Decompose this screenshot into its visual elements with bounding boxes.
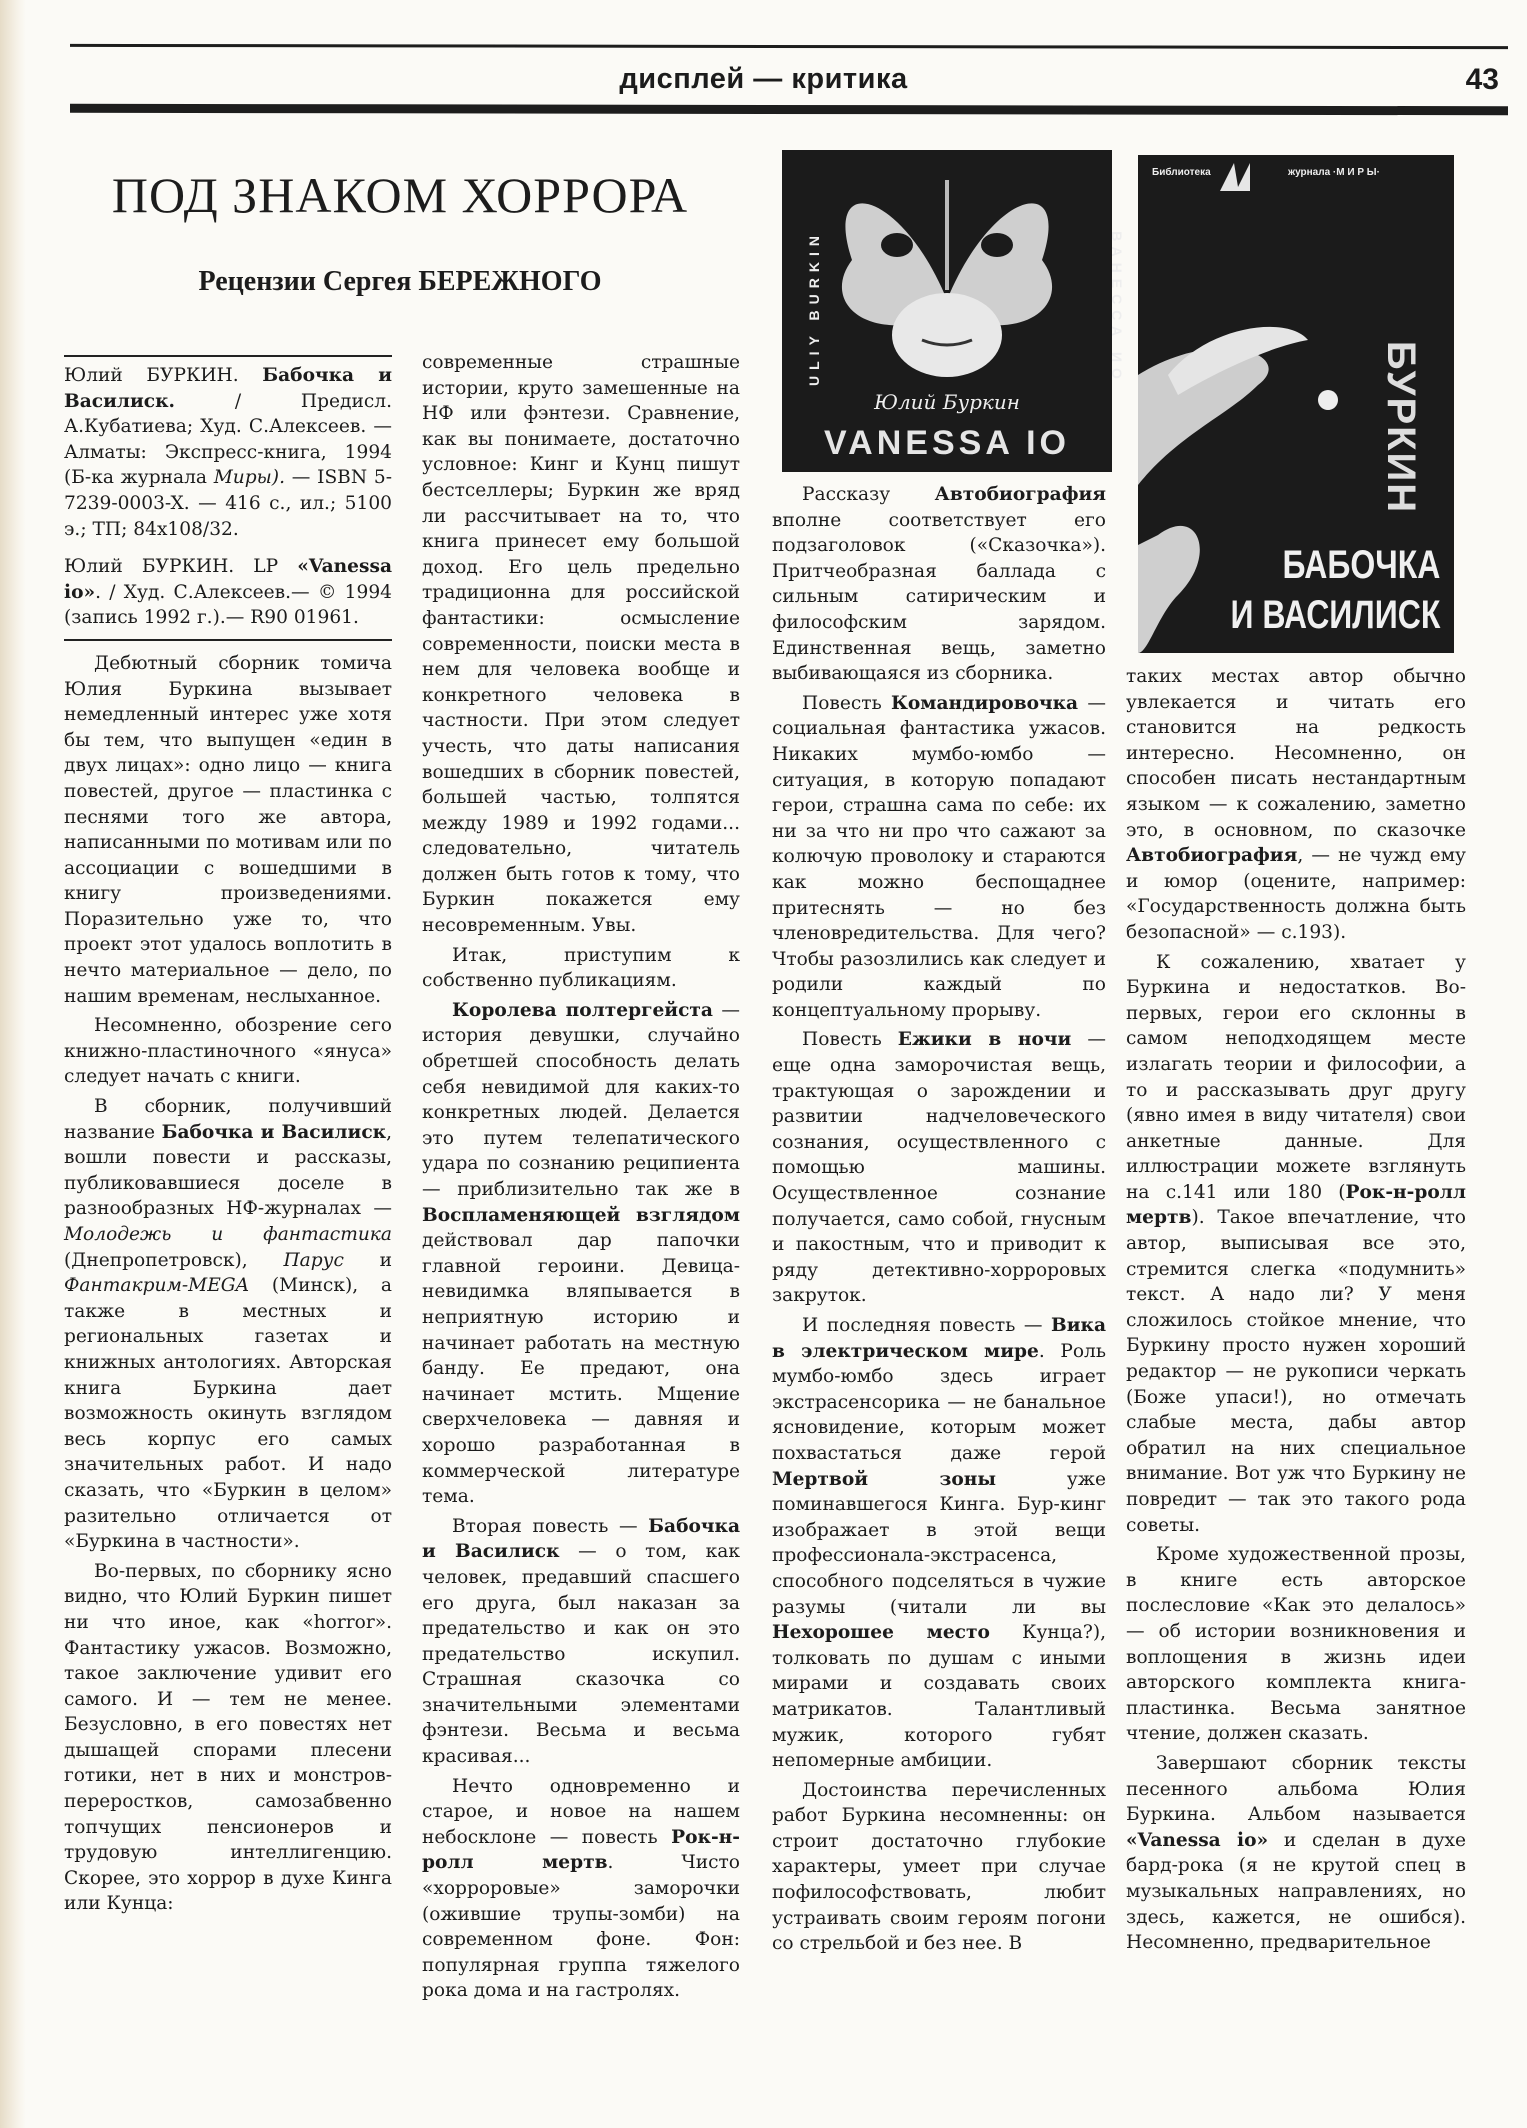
paragraph: Дебютный сборник томича Юлия Буркина вызывает немедленный интерес уже хотя бы тем, что выпущен «един в двух лицах»: одно лицо — книга повестей, другое — пластинка с песнями того же автора, написанными по мотивам или по ассоциации с вошедшими в книгу произведениями. Поразительно уже то, что проект этот удалось воплотить в нечто материальное — дело, по нашим временам, неслыханное. [64,652,392,1007]
paragraph: Несомненно, обозрение сего книжно-пластиночного «януса» следует начать с книги. [64,1015,392,1088]
paragraph: К сожалению, хватает у Буркина и недостатков. Во-первых, герои его склонны в самом неподходящем месте излагать теории и философии, а то и рассказывать друг другу (явно имея в виду читателя) свои анкетные данные. Для иллюстрации можете взглянуть на с.141 или 180 (Рок-н-ролл мертв). Такое впечатление, что автор, выписывая все это, стремится слегка «подумнить» текст. А надо ли? У меня сложилось стойкое мнение, что Буркину просто нужен хороший редактор — не рукописи черкать (Боже упаси!), но отмечать слабые места, дабы автор обратил на них специальное внимание. Вот уж что Буркину не повредит — так это такого рода советы. [1126,951,1466,1536]
series-label-left: Библиотека [1152,167,1211,178]
paragraph: Итак, приступим к собственно публикациям. [422,944,740,992]
paragraph: Завершают сборник тексты песенного альбома Юлия Буркина. Альбом называется «Vanessa io» и сделан в духе бард-рока (я не крутой спец в музыкальных направлениях, но здесь, кажется, не ошибся). Несомненно, предварительное [1126,1752,1466,1954]
article-title: ПОД ЗНАКОМ ХОРРОРА [111,167,689,223]
page-edge-shadow [0,0,26,2128]
book-title-line-2: И ВАСИЛИСК [1230,593,1440,637]
book-title: Бабочка и Василиск. [64,365,392,412]
album-vertical-text-left: ULIY BURKIN [805,230,822,386]
paragraph: Королева полтергейста — история девушки, случайно обретшей способность делать себя невидимой для каких-то конкретных людей. Делается это путем телепатического удара по сознанию реципиента — приблизительно так же в Воспламеняющей взглядом действовал дар папочки главной героини. Девица-невидимка вляпывается в неприятную историю и начинает работать на местную банду. Ее предают, она начинает мстить. Мщение сверхчеловека — давняя и хорошо разработанная в коммерческой литературе тема. [422,999,740,1508]
paragraph: В сборник, получивший название Бабочка и Василиск, вошли повести и рассказы, публиковавшиеся доселе в разнообразных НФ-журналах — Молодежь и фантастика (Днепропетровск), Парус и Фантакрим-MEGA (Минск), а также в местных и региональных газетах и книжных антологиях. Авторская книга Буркина дает возможность окинуть взглядом весь корпус его самых значительных работ. И надо сказать, что «Буркин в целом» разительно отличается от «Буркина в частности». [64,1096,392,1553]
record-title: «Vanessa io» [64,556,392,603]
header-rule-top [70,44,1508,49]
paragraph: Во-первых, по сборнику ясно видно, что Юлий Буркин пишет ни что иное, как «horror». Фантастику ужасов. Возможно, такое заключение удивит его самого. И — тем не менее. Безусловно, в его повестях нет дышащей спорами плесени готики, нет в них и монстров-переростков, самозабвенно топчущих пенсионеров и трудовую интеллигенцию. Скорее, это хоррор в духе Кинга или Кунца: [64,1560,392,1915]
column-2 [422,350,740,2008]
album-title: VANESSA IO [824,424,1070,462]
album-signature: Юлий Буркин [874,390,1020,414]
paragraph: современные страшные истории, круто замешенные на НФ или фэнтези. Сравнение, как вы понимаете, достаточно условное: Кинг и Кунц пишут бестселлеры; Буркин же вряд ли рассчитывает на то, что книга принесет ему большой доход. Его цель предельно традиционна для российской фантастики: осмысление современности, поиски места в нем для человека вообще и конкретного человека в частности. При этом следует учесть, что даты написания вошедших в сборник повестей, большей частью, толпятся между 1989 и 1992 годами... следовательно, читатель должен быть готов к тому, что Буркин покажется ему несовременным. Увы. [422,352,740,937]
paragraph: Рассказу Автобиография вполне соответствует его подзаголовок («Сказочка»). Притчеобразная баллада с сильным сатирическим и философским зарядом. Единственная вещь, заметно выбивающаяся из сборника. [772,484,1106,685]
book-author-vertical: БУРКИН [1379,340,1424,515]
section-heading: дисплей — критика [619,63,908,95]
album-cover-image [782,150,1125,472]
book-title-line-1: БАБОЧКА [1282,543,1440,587]
page-number: 43 [1465,63,1499,96]
paragraph: Повесть Ежики в ночи — еще одна заморочистая вещь, трактующая о зарождении и развитии надчеловеческого сознания, осуществленного с помощью машины. Осуществленное сознание получается, само собой, гнусным и пакостным, что и приводит к ряду детективно-хорроровых закруток. [772,1029,1106,1307]
paragraph: Достоинства перечисленных работ Буркина несомненны: он строит достаточно глубокие характеры, умеет при случае пофилософствовать, любит устраивать своим героям погони со стрельбой и без нее. В [772,1779,1106,1955]
bibliography-entry-record: Юлий БУРКИН. LP «Vanessa io». / Худ. С.Алексеев.— © 1994 (запись 1992 г.).— R90 01961. [64,556,392,629]
paragraph: И последняя повесть — Вика в электрическом мире. Роль мумбо-юмбо здесь играет экстрасенсорика — не банальное ясновидение, которым может похвастаться даже герой Мертвой зоны уже поминавшегося Кинга. Бур-кинг изображает в этой вещи профессионала-экстрасенса, способного подселяться в чужие разумы (читали ли вы Нехорошее место Кунца?), толковать по душам с иными мирами и создавать своих матрикатов. Талантливый мужик, которого губят непомерные амбиции. [772,1315,1106,1772]
bibliography-entry-book: Юлий БУРКИН. Бабочка и Василиск. / Предисл. А.Кубатиева; Худ. С.Алексеев. — Алматы: Экспресс-книга, 1994 (Б-ка журнала Миры). — ISBN 5-7239-0003-X. — 416 с., ил.; 5100 э.; ТП; 84x108/32. [64,365,392,540]
series-label-right: журнала ·М И Р Ы· [1288,167,1380,178]
book-cover-image [1138,155,1454,653]
paragraph: Кроме художественной прозы, в книге есть авторское послесловие «Как это делалось» — об истории возникновения и воплощения в жизнь идеи авторского комплекта книга-пластинка. Весьма занятное чтение, должен сказать. [1126,1544,1466,1745]
header-rule-bottom [70,104,1508,116]
paragraph: Вторая повесть — Бабочка и Василиск — о том, как человек, предавший спасшего его друга, был наказан за предательство и как он это предательство искупил. Страшная сказочка со значительными элементами фэнтези. Весьма и весьма красивая... [422,1515,740,1768]
album-vertical-text-right: ВАНЕССА ИО [1108,231,1125,385]
article-byline: Рецензии Сергея БЕРЕЖНОГО [198,266,602,297]
bibliography-block [64,355,392,641]
paragraph: Нечто одновременно и старое, и новое на нашем небосклоне — повесть Рок-н-ролл мертв. Чисто «хорроровые» заморочки (ожившие трупы-зомби) на современном фоне. Фон: популярная группа тяжелого рока дома и на гастролях. [422,1775,740,2002]
column-1 [64,355,392,1921]
paragraph: таких местах автор обычно увлекается и читать его становится на редкость интересно. Несомненно, он способен писать нестандартным языком — к сожалению, заметно это, в основном, по сказочке Автобиография, — не чужд ему и юмор (оцените, например: «Государственность должна быть безопасной» — с.193). [1126,666,1466,943]
column-3 [772,482,1106,1961]
paragraph: Повесть Командировочка — социальная фантастика ужасов. Никаких мумбо-юмбо — ситуация, в которую попадают герои, страшна сама по себе: их ни за что ни про что сажают за колючую проволоку и стараются как можно беспощаднее притеснять — но без членовредительства. Для чего? Чтобы разозлились как следует и родили каждый по концептуальному прорыву. [772,692,1106,1021]
column-4 [1126,664,1466,1960]
